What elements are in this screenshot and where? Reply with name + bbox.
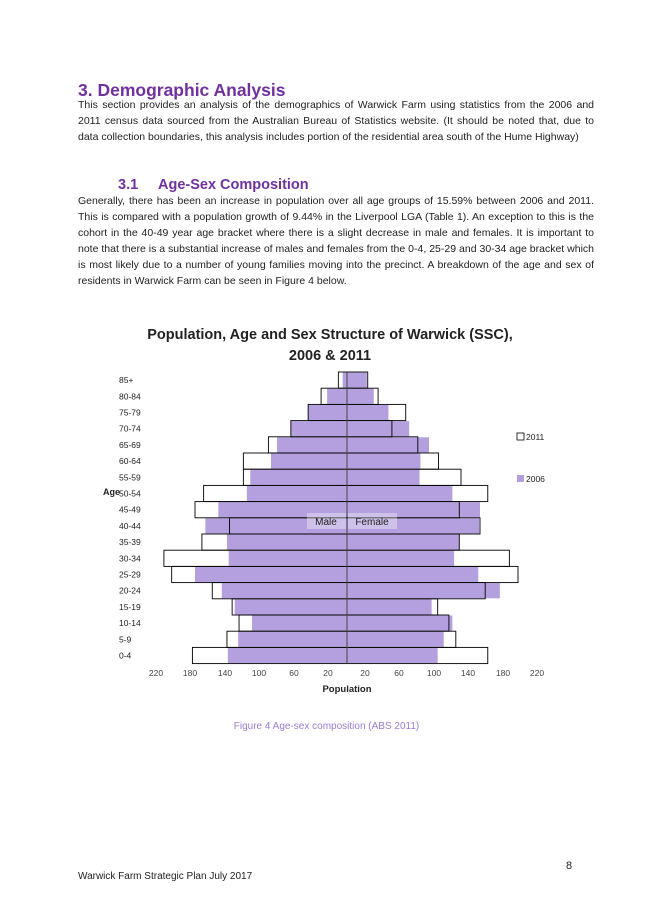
age-label-30-34: 30-34 (119, 553, 141, 564)
bar-2006-male-20-24 (222, 583, 347, 598)
legend (517, 432, 545, 484)
bar-2006-female-0-4 (347, 648, 438, 663)
bar-2006-female-50-54 (347, 486, 452, 501)
age-label-10-14: 10-14 (119, 618, 141, 629)
age-label-50-54: 50-54 (119, 488, 141, 499)
bar-2006-male-70-74 (291, 421, 347, 436)
female-label-box (348, 513, 397, 529)
age-label-70-74: 70-74 (119, 423, 141, 434)
x-tick-label: 60 (289, 668, 299, 678)
age-label-60-64: 60-64 (119, 456, 141, 467)
bar-2006-female-30-34 (347, 551, 454, 566)
x-tick-labels (149, 668, 544, 678)
age-label-35-39: 35-39 (119, 537, 141, 548)
x-tick-label: 20 (360, 668, 370, 678)
x-tick-label: 180 (182, 668, 198, 678)
x-tick-label: 100 (251, 668, 267, 678)
age-label-5-9: 5-9 (119, 634, 132, 645)
x-tick-label: 140 (460, 668, 476, 678)
x-tick-label: 220 (148, 668, 164, 678)
bar-2006-female-80-84 (347, 389, 374, 404)
page-number: 8 (566, 860, 573, 872)
bar-2006-female-10-14 (347, 616, 452, 631)
male-label: Male (315, 517, 337, 528)
bar-2006-female-35-39 (347, 535, 459, 550)
chart-title-line2: 2006 & 2011 (288, 348, 372, 364)
age-label-25-29: 25-29 (119, 569, 141, 580)
bar-2006-male-80-84 (327, 389, 347, 404)
x-axis-label: Population (322, 684, 372, 695)
subsection-paragraph: Generally, there has been an increase in population over all age groups of 15.59% between 2006 and 2011. This is compared with a population growth of 9.44% in the Liverpool LGA (Table 1). An exception to this is the cohort in the 40-49 year age bracket where there is a slight decrease in male and females. It is important to note that there is a substantial increase of males and females from the 0-4, 25-29 and 30-34 age bracket which is most likely due to a number of young families moving into the precinct. A breakdown of the age and sex of residents in Warwick Farm can be seen in Figure 4 below. (78, 195, 594, 287)
age-label-15-19: 15-19 (119, 601, 141, 612)
x-tick-label: 20 (323, 668, 333, 678)
figure-caption: Figure 4 Age-sex composition (ABS 2011) (233, 721, 420, 732)
x-tick-label: 100 (426, 668, 442, 678)
bar-2006-male-15-19 (235, 599, 347, 614)
age-label-0-4: 0-4 (119, 650, 132, 661)
bar-2006-female-70-74 (347, 421, 409, 436)
bar-2006-male-75-79 (308, 405, 347, 420)
bar-2006-female-5-9 (347, 632, 444, 647)
x-tick-label: 220 (529, 668, 545, 678)
subsection-number: 3.1 (118, 177, 139, 193)
bar-2006-female-15-19 (347, 599, 432, 614)
bar-2006-female-65-69 (347, 437, 429, 452)
subsection-title: Age-Sex Composition (158, 177, 309, 193)
bar-2006-male-55-59 (250, 470, 347, 485)
chart-title-line1: Population, Age and Sex Structure of Warwick (SSC), (147, 327, 513, 343)
bar-2006-male-65-69 (277, 437, 347, 452)
bar-2006-female-85+ (347, 373, 367, 388)
section-paragraph: This section provides an analysis of the demographics of Warwick Farm using statistics from the 2006 and 2011 census data sourced from the Australian Bureau of Statistics website. (It should be noted that, due to data collection boundaries, this analysis includes portion of the residential area south of the Hume Highway) (78, 99, 594, 143)
bar-2006-male-10-14 (252, 616, 347, 631)
age-label-20-24: 20-24 (119, 585, 141, 596)
legend-2006-label: 2006 (526, 474, 545, 484)
bar-2006-female-75-79 (347, 405, 388, 420)
y-axis-label: Age (103, 487, 121, 497)
bar-2006-female-55-59 (347, 470, 420, 485)
age-label-85+: 85+ (119, 375, 134, 386)
x-tick-label: 180 (495, 668, 511, 678)
bar-2006-male-60-64 (271, 454, 347, 469)
x-tick-label: 60 (394, 668, 404, 678)
legend-2011-swatch (517, 433, 524, 440)
age-label-55-59: 55-59 (119, 472, 141, 483)
bar-2006-male-50-54 (247, 486, 347, 501)
bar-2006-male-35-39 (227, 535, 347, 550)
bar-2006-male-25-29 (195, 567, 347, 582)
age-label-40-44: 40-44 (119, 520, 141, 531)
footer-text: Warwick Farm Strategic Plan July 2017 (78, 871, 253, 882)
bar-2006-female-60-64 (347, 454, 420, 469)
age-label-80-84: 80-84 (119, 391, 141, 402)
bar-2006-male-0-4 (228, 648, 347, 663)
age-labels (119, 375, 141, 660)
bar-2006-male-85+ (343, 373, 347, 388)
age-label-65-69: 65-69 (119, 439, 141, 450)
female-label: Female (355, 517, 389, 528)
age-label-45-49: 45-49 (119, 504, 141, 515)
section-heading: 3. Demographic Analysis (78, 80, 286, 100)
bar-2006-male-5-9 (238, 632, 347, 647)
bar-2006-male-30-34 (229, 551, 347, 566)
legend-2011-label: 2011 (526, 432, 545, 442)
male-label-box (307, 513, 346, 529)
bar-2006-female-25-29 (347, 567, 478, 582)
legend-2006-swatch (517, 475, 524, 482)
bar-2006-female-20-24 (347, 583, 500, 598)
age-label-75-79: 75-79 (119, 407, 141, 418)
x-tick-label: 140 (217, 668, 233, 678)
